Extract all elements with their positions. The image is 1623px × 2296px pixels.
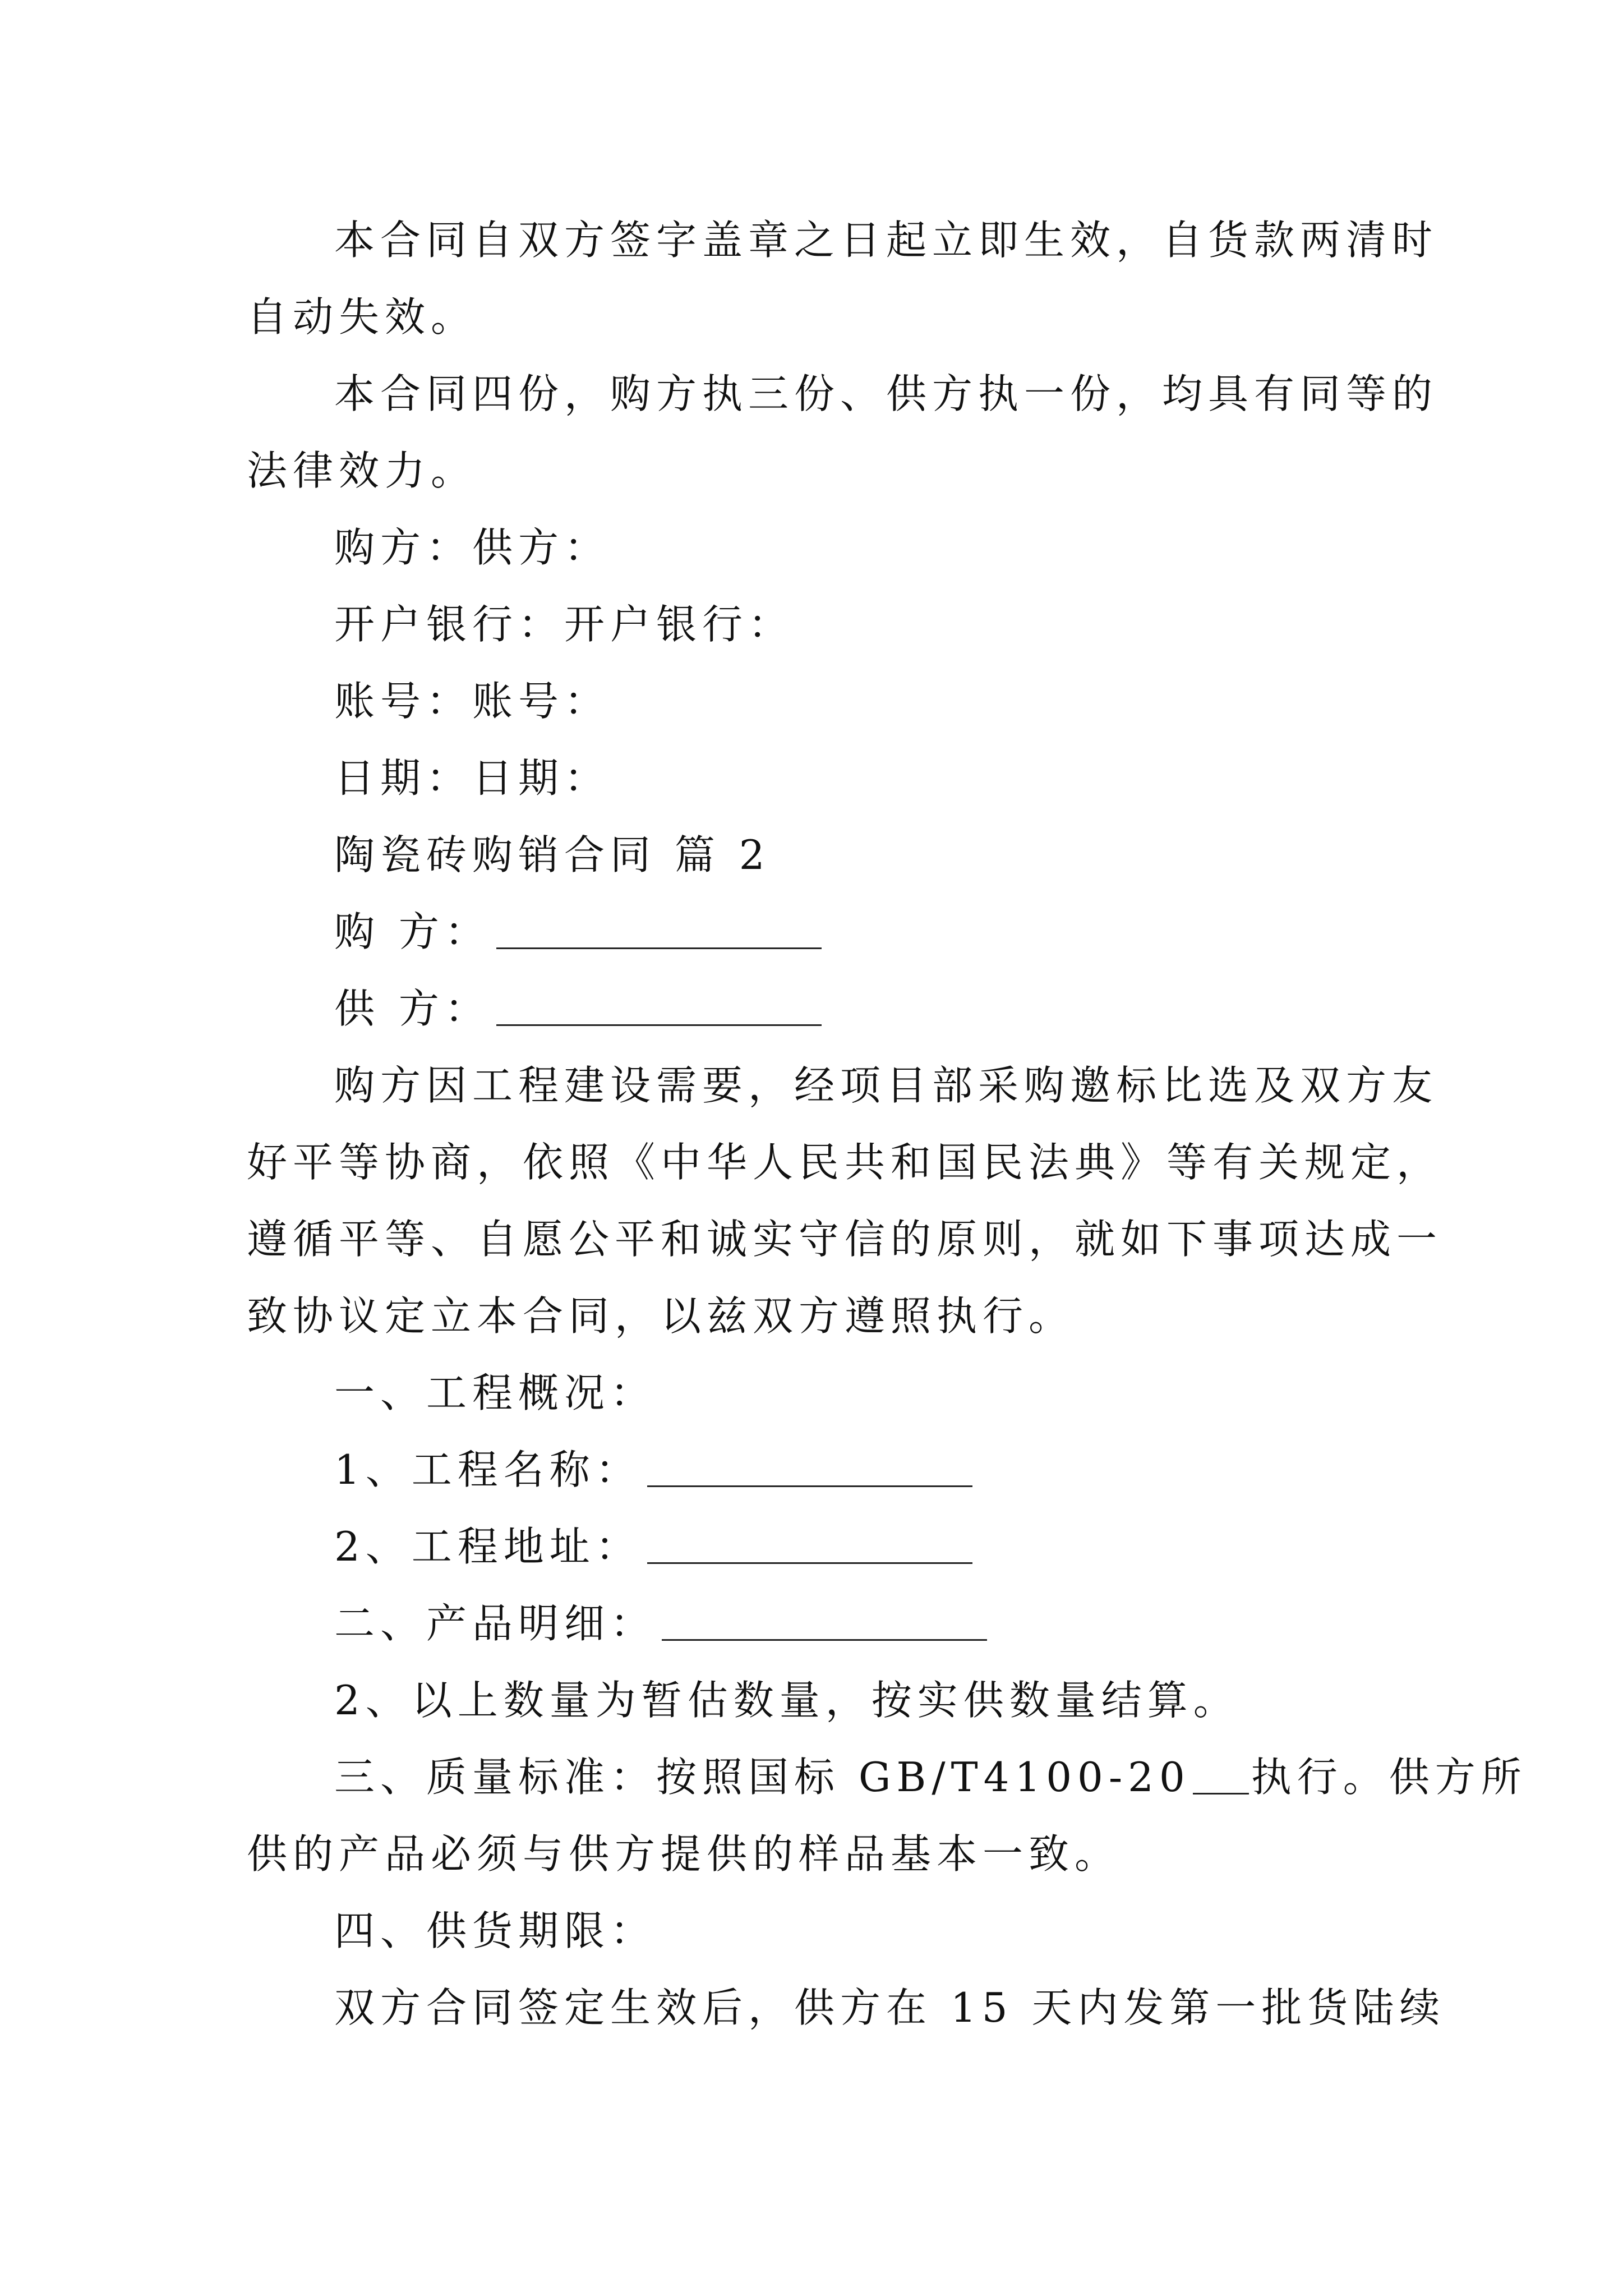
paragraph-line xyxy=(247,1278,1385,1355)
project-address-field xyxy=(247,1508,1385,1585)
section-heading xyxy=(247,817,1385,894)
heading-text: 陶瓷砖购销合同 篇 2 xyxy=(334,831,771,878)
fill-in-blank xyxy=(662,1599,987,1641)
paragraph-line xyxy=(247,1201,1443,1278)
paragraph-line xyxy=(247,1662,1385,1739)
paragraph-line xyxy=(247,1816,1385,1893)
fill-in-blank xyxy=(647,1445,972,1487)
product-details-field xyxy=(247,1585,1385,1662)
project-name-field xyxy=(247,1432,1385,1508)
text-line: 遵循平等、自愿公平和诚实守信的原则，就如下事项达成一 xyxy=(247,1216,1443,1263)
text-line: 三、质量标准：按照国标 GB/T4100-20 xyxy=(334,1754,1191,1801)
text-line: 购方因工程建设需要，经项目部采购邀标比选及双方友 xyxy=(334,1062,1438,1109)
heading-text: 四、供货期限： xyxy=(334,1907,657,1954)
section-heading xyxy=(247,1355,1385,1432)
signature-line-bank xyxy=(247,586,1385,663)
text-line: 日期：日期： xyxy=(334,754,611,802)
field-label: 1、工程名称： xyxy=(334,1446,642,1493)
paragraph-line xyxy=(247,1124,1443,1201)
paragraph-line xyxy=(247,202,1438,279)
fill-in-blank xyxy=(1193,1752,1249,1795)
text-line: 供的产品必须与供方提供的样品基本一致。 xyxy=(247,1830,1121,1878)
text-line: 2、以上数量为暂估数量，按实供数量结算。 xyxy=(334,1677,1239,1724)
text-line: 开户银行：开户银行： xyxy=(334,601,795,648)
text-line: 本合同自双方签字盖章之日起立即生效，自货款两清时 xyxy=(334,217,1438,264)
fill-in-blank xyxy=(496,984,822,1026)
paragraph-line xyxy=(247,279,1385,356)
paragraph-line xyxy=(247,432,1385,509)
document-body xyxy=(247,202,1527,2046)
text-line: 本合同四份，购方执三份、供方执一份，均具有同等的 xyxy=(334,370,1438,417)
fill-in-blank xyxy=(496,907,822,949)
text-line: 致协议定立本合同，以兹双方遵照执行。 xyxy=(247,1292,1075,1340)
field-label: 二、产品明细： xyxy=(334,1600,657,1647)
heading-text: 一、工程概况： xyxy=(334,1369,657,1416)
paragraph-line xyxy=(247,1970,1446,2046)
text-line: 执行。供方所 xyxy=(1251,1754,1527,1801)
signature-line-date xyxy=(247,740,1385,817)
fill-in-blank xyxy=(647,1522,972,1564)
signature-line-account xyxy=(247,663,1385,740)
text-line: 双方合同签定生效后，供方在 15 天内发第一批货陆续 xyxy=(334,1984,1446,2031)
text-line: 自动失效。 xyxy=(247,293,477,341)
text-line: 购方：供方： xyxy=(334,524,611,571)
section-heading xyxy=(247,1893,1385,1970)
field-label: 2、工程地址： xyxy=(334,1523,642,1570)
signature-line-party xyxy=(247,509,1385,586)
quality-standard-line xyxy=(247,1739,1527,1816)
seller-field xyxy=(247,970,1385,1047)
paragraph-line xyxy=(247,1047,1438,1124)
field-label: 购 方： xyxy=(334,908,491,955)
text-line: 账号：账号： xyxy=(334,678,611,725)
text-line: 好平等协商，依照《中华人民共和国民法典》等有关规定， xyxy=(247,1139,1443,1186)
paragraph-line xyxy=(247,356,1438,432)
text-line: 法律效力。 xyxy=(247,447,477,494)
field-label: 供 方： xyxy=(334,985,491,1032)
buyer-field xyxy=(247,894,1385,970)
